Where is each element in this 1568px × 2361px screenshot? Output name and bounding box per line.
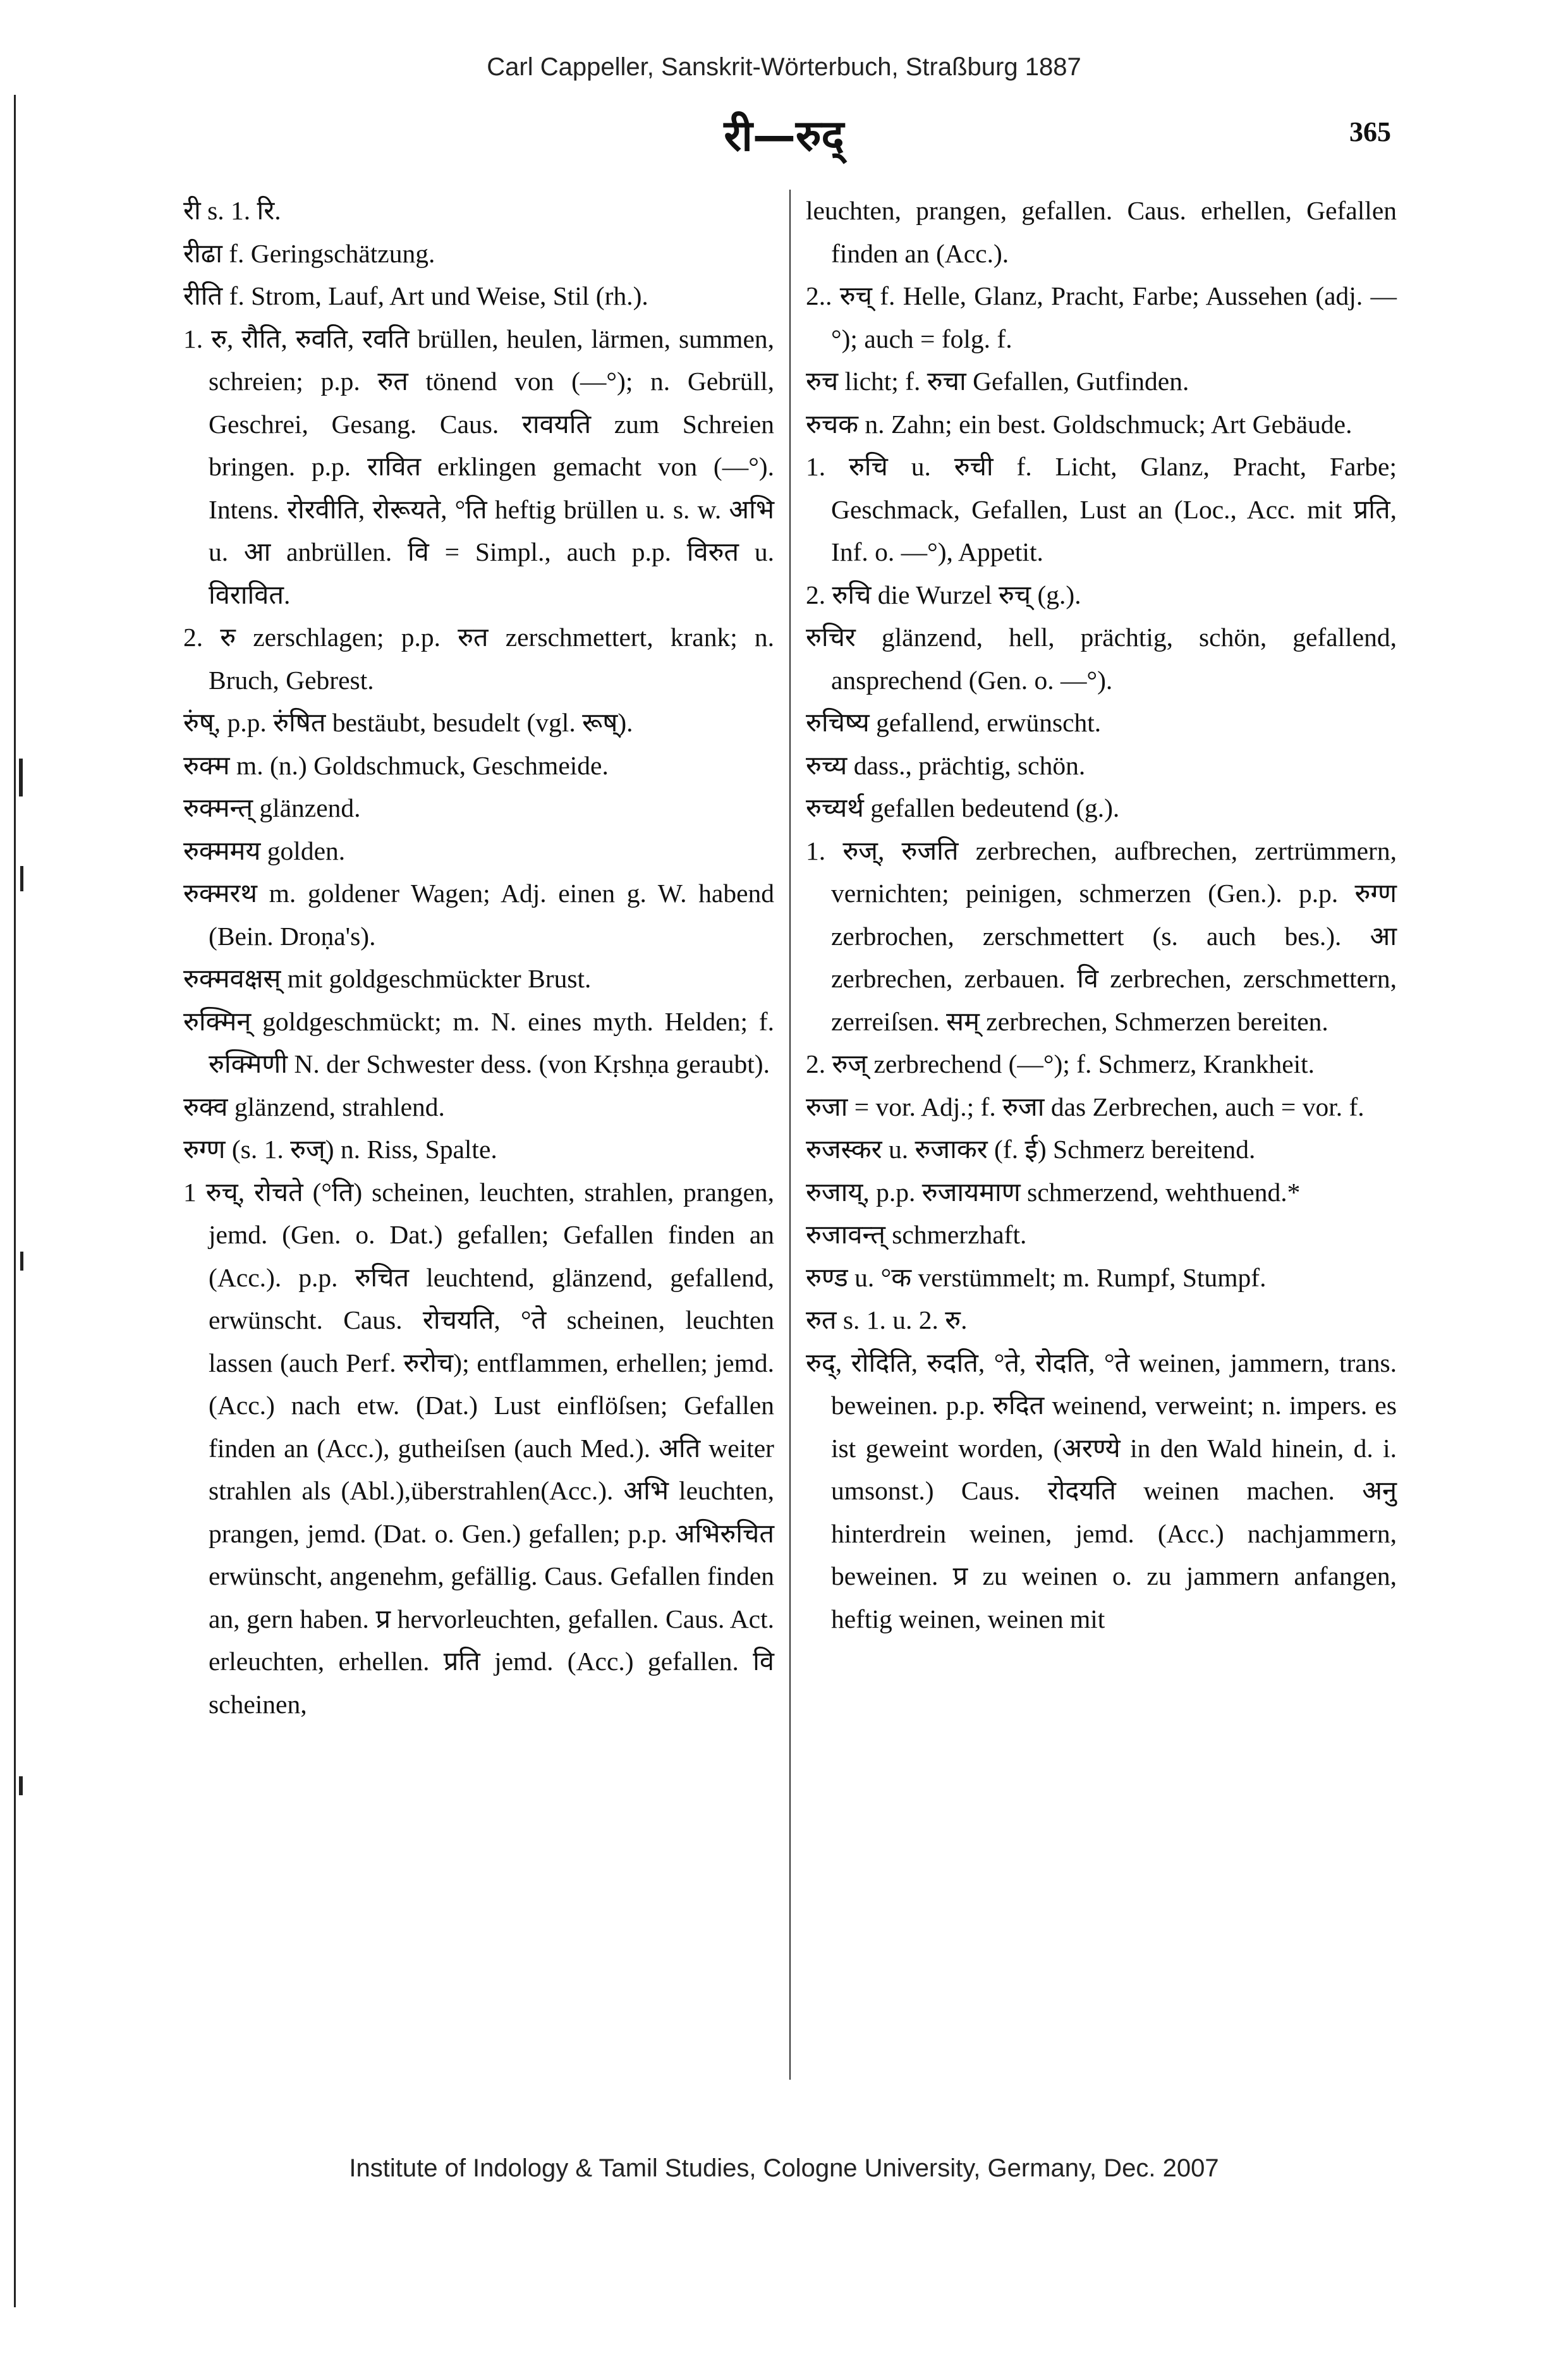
- dictionary-entry: रुजा = vor. Adj.; f. रुजा das Zerbrechen, auch = vor. f.: [806, 1092, 1364, 1121]
- page-number: 365: [1349, 116, 1391, 147]
- dictionary-entry: रुक्मवक्षस् mit goldgeschmückter Brust.: [183, 964, 592, 993]
- dictionary-entry: रुण्ड u. °क verstümmelt; m. Rumpf, Stumpf.: [806, 1262, 1267, 1292]
- scan-margin-mark: [20, 866, 23, 891]
- dictionary-entry: 1. रु, रौति, रुवति, रवति brüllen, heulen, lärmen, summen, schreien; p.p. रुत tönend von (—°); n. Gebrüll, Geschrei, Gesang. Caus. रावयति zum Schreien bringen. p.p. रावित erklingen gemacht von (—°). Intens. रोरवीति, रोरूयते, °ति heftig brüllen u. s. w. अभि u. आ anbrüllen. वि = Simpl., auch p.p. विरुत u. विरावित.: [183, 324, 774, 609]
- right-column: [806, 190, 1397, 1640]
- scan-margin-mark: [20, 1252, 23, 1271]
- dictionary-entry: रीति f. Strom, Lauf, Art und Weise, Stil (rh.).: [183, 281, 648, 310]
- dictionary-entry: रीढा f. Geringschätzung.: [183, 238, 435, 268]
- scan-margin-line: [14, 95, 16, 2307]
- dictionary-entry: रुजाय्, p.p. रुजायमाण schmerzend, wehthuend.*: [806, 1177, 1301, 1207]
- dictionary-entry: 2. रु zerschlagen; p.p. रुत zerschmettert, krank; n. Bruch, Gebrest.: [183, 623, 774, 695]
- dictionary-entry: रुक्मन्त् glänzend.: [183, 793, 361, 822]
- dictionary-entry: 2. रुचि die Wurzel रुच् (g.).: [806, 580, 1081, 609]
- source-header: Carl Cappeller, Sanskrit-Wörterbuch, Straßburg 1887: [487, 53, 1081, 81]
- dictionary-entry: 1. रुचि u. रुची f. Licht, Glanz, Pracht, Farbe; Geschmack, Gefallen, Lust an (Loc., Acc. mit प्रति, Inf. o. —°), Appetit.: [806, 452, 1397, 566]
- dictionary-entry: रुद्, रोदिति, रुदति, °ते, रोदति, °ते weinen, jammern, trans. beweinen. p.p. रुदित weinend, verweint; n. impers. es ist geweint worden, (अरण्ये in den Wald hinein, d. i. umsonst.) Caus. रोदयति weinen machen. अनु hinterdrein weinen, jemd. (Acc.) nachjammern, beweinen. प्र zu weinen o. zu jammern anfangen, heftig weinen, weinen mit: [806, 1348, 1397, 1633]
- dictionary-entry: रुजावन्त् schmerzhaft.: [806, 1220, 1027, 1249]
- dictionary-entry: रुक्म m. (n.) Goldschmuck, Geschmeide.: [183, 750, 609, 780]
- dictionary-entry: 2.. रुच् f. Helle, Glanz, Pracht, Farbe; Aussehen (adj. —°); auch = folg. f.: [806, 281, 1397, 353]
- dictionary-entry: रुजस्कर u. रुजाकर (f. ई) Schmerz bereitend.: [806, 1135, 1256, 1164]
- dictionary-entry: री s. 1. रि.: [183, 196, 281, 225]
- column-divider: [789, 190, 791, 2080]
- institution-footer: Institute of Indology & Tamil Studies, Cologne University, Germany, Dec. 2007: [349, 2154, 1219, 2182]
- dictionary-entry: leuchten, prangen, gefallen. Caus. erhellen, Gefallen finden an (Acc.).: [806, 196, 1397, 268]
- running-headword: री—रुद्: [724, 111, 844, 161]
- dictionary-entry: रुग्ण (s. 1. रुज्) n. Riss, Spalte.: [183, 1135, 497, 1164]
- dictionary-entry: रुचक n. Zahn; ein best. Goldschmuck; Art Gebäude.: [806, 409, 1352, 439]
- dictionary-entry: रुच्य dass., prächtig, schön.: [806, 750, 1086, 780]
- dictionary-entry: रुक्मिन् goldgeschmückt; m. N. eines myth. Helden; f. रुक्मिणी N. der Schwester dess. (von Kṛshṇa geraubt).: [183, 1006, 774, 1078]
- dictionary-entry: रुत s. 1. u. 2. रु.: [806, 1305, 968, 1334]
- dictionary-entry: 1. रुज्, रुजति zerbrechen, aufbrechen, zertrümmern, vernichten; peinigen, schmerzen (Gen.). p.p. रुग्ण zerbrochen, zerschmettert (s. auch bes.). आ zerbrechen, zerbauen. वि zerbrechen, zerschmettern, zerreiſsen. सम् zerbrechen, Schmerzen bereiten.: [806, 836, 1397, 1036]
- dictionary-entry: रुच licht; f. रुचा Gefallen, Gutfinden.: [806, 367, 1189, 396]
- left-column: [183, 190, 774, 1726]
- dictionary-entry: रुचिष्य gefallend, erwünscht.: [806, 708, 1102, 737]
- dictionary-entry: 1 रुच्, रोचते (°ति) scheinen, leuchten, strahlen, prangen, jemd. (Gen. o. Dat.) gefallen; Gefallen finden an (Acc.). p.p. रुचित leuchtend, glänzend, gefallend, erwünscht. Caus. रोचयति, °ते scheinen, leuchten lassen (auch Perf. रुरोच); entflammen, erhellen; jemd. (Acc.) nach etw. (Dat.) Lust einflöſsen; Gefallen finden an (Acc.), gutheiſsen (auch Med.). अति weiter strahlen als (Abl.),überstrahlen(Acc.). अभि leuchten, prangen, jemd. (Dat. o. Gen.) gefallen; p.p. अभिरुचित erwünscht, angenehm, gefällig. Caus. Gefallen finden an, gern haben. प्र hervorleuchten, gefallen. Caus. Act. erleuchten, erhellen. प्रति jemd. (Acc.) gefallen. वि scheinen,: [183, 1177, 774, 1719]
- dictionary-entry: रुच्यर्थ gefallen bedeutend (g.).: [806, 793, 1120, 822]
- scan-margin-mark: [19, 1776, 23, 1795]
- dictionary-entry: रुक्व glänzend, strahlend.: [183, 1092, 445, 1121]
- dictionary-entry: रुक्मरथ m. goldener Wagen; Adj. einen g. W. habend (Bein. Droṇa's).: [183, 879, 774, 951]
- dictionary-entry: रुक्ममय golden.: [183, 836, 346, 865]
- dictionary-entry: रुचिर glänzend, hell, prächtig, schön, gefallend, ansprechend (Gen. o. —°).: [806, 623, 1397, 695]
- dictionary-entry: रुंष्, p.p. रुंषित bestäubt, besudelt (vgl. रूष्).: [183, 708, 633, 737]
- dictionary-entry: 2. रुज् zerbrechend (—°); f. Schmerz, Krankheit.: [806, 1049, 1315, 1078]
- scan-margin-mark: [19, 759, 23, 796]
